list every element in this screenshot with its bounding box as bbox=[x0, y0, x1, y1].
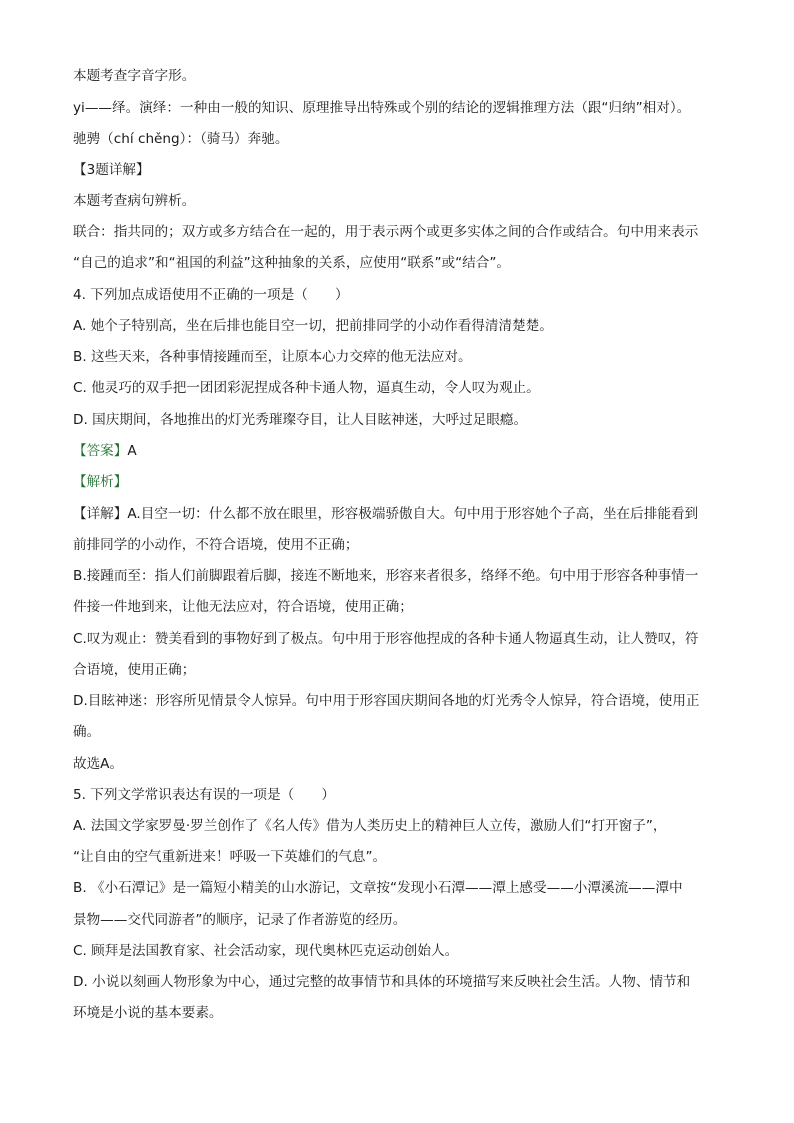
option-b: B. 这些天来，各种事情接踵而至，让原本心力交瘁的他无法应对。 bbox=[73, 349, 472, 365]
option-d: D. 国庆期间，各地推出的灯光秀璀璨夺目，让人目眩神迷，大呼过足眼瘾。 bbox=[73, 412, 528, 428]
detail-tag: 【详解】 bbox=[73, 506, 128, 522]
option-a: A. 法国文学家罗曼·罗兰创作了《名人传》借为人类历史上的精神巨人立传，激励人们“打开窗子”， bbox=[73, 818, 667, 834]
text-line: 景物——交代同游者”的顺序，记录了作者游览的经历。 bbox=[73, 912, 407, 928]
question-stem: 4. 下列加点成语使用不正确的一项是（ ） bbox=[73, 287, 349, 303]
text-line: 联合：指共同的；双方或多方结合在一起的，用于表示两个或更多实体之间的合作或结合。句中用来表示 bbox=[73, 224, 699, 240]
option-d: D. 小说以刻画人物形象为中心，通过完整的故事情节和具体的环境描写来反映社会生活。人物、情节和 bbox=[73, 974, 691, 990]
option-a: A. 她个子特别高，坐在后排也能目空一切，把前排同学的小动作看得清清楚楚。 bbox=[73, 318, 553, 334]
option-c: C. 顾拜是法国教育家、社会活动家，现代奥林匹克运动创始人。 bbox=[73, 943, 459, 959]
option-c: C. 他灵巧的双手把一团团彩泥捏成各种卡通人物，逼真生动，令人叹为观止。 bbox=[73, 380, 540, 396]
text-line: “自己的追求”和“祖国的利益”这种抽象的关系，应使用“联系”或“结合”。 bbox=[73, 255, 510, 271]
analysis-tag: 【解析】 bbox=[73, 474, 128, 490]
text-line: 确。 bbox=[73, 724, 101, 740]
answer-tag: 【答案】 bbox=[73, 443, 128, 459]
text-line: 合语境，使用正确； bbox=[73, 662, 196, 678]
text-line: 本题考查字音字形。 bbox=[73, 68, 196, 84]
detail-text: A.目空一切：什么都不放在眼里，形容极端骄傲自大。句中用于形容她个子高，坐在后排能看到 bbox=[127, 506, 699, 522]
section-heading: 【3题详解】 bbox=[73, 162, 150, 178]
text-line: yi——绎。演绎：一种由一般的知识、原理推导出特殊或个别的结论的逻辑推理方法（跟“归纳”相对）。 bbox=[73, 100, 691, 116]
text-line: B.接踵而至：指人们前脚跟着后脚，接连不断地来，形容来者很多，络绎不绝。句中用于形容各种事情一 bbox=[73, 568, 699, 584]
text-line: 本题考查病句辨析。 bbox=[73, 193, 196, 209]
text-line: 件接一件地到来，让他无法应对，符合语境，使用正确； bbox=[73, 599, 413, 615]
text-line: 驰骋（chí chěng）：（骑马）奔驰。 bbox=[73, 131, 289, 147]
text-line: 环境是小说的基本要素。 bbox=[73, 1005, 223, 1021]
text-line: 故选A。 bbox=[73, 756, 124, 772]
answer-value: A bbox=[127, 443, 137, 459]
text-line: 前排同学的小动作，不符合语境，使用不正确； bbox=[73, 537, 359, 553]
text-line: D.目眩神迷：形容所见情景令人惊异。句中用于形容国庆期间各地的灯光秀令人惊异，符合语境，使用正 bbox=[73, 693, 700, 709]
question-stem: 5. 下列文学常识表达有误的一项是（ ） bbox=[73, 787, 335, 803]
answer-line bbox=[73, 441, 137, 461]
text-line: “让自由的空气重新进来！呼吸一下英雄们的气息”。 bbox=[73, 849, 387, 865]
text-line: C.叹为观止：赞美看到的事物好到了极点。句中用于形容他捏成的各种卡通人物逼真生动，让人赞叹，符 bbox=[73, 631, 699, 647]
option-b: B. 《小石潭记》是一篇短小精美的山水游记，文章按“发现小石潭——潭上感受——小潭溪流——潭中 bbox=[73, 880, 683, 896]
detail-line bbox=[73, 504, 698, 524]
